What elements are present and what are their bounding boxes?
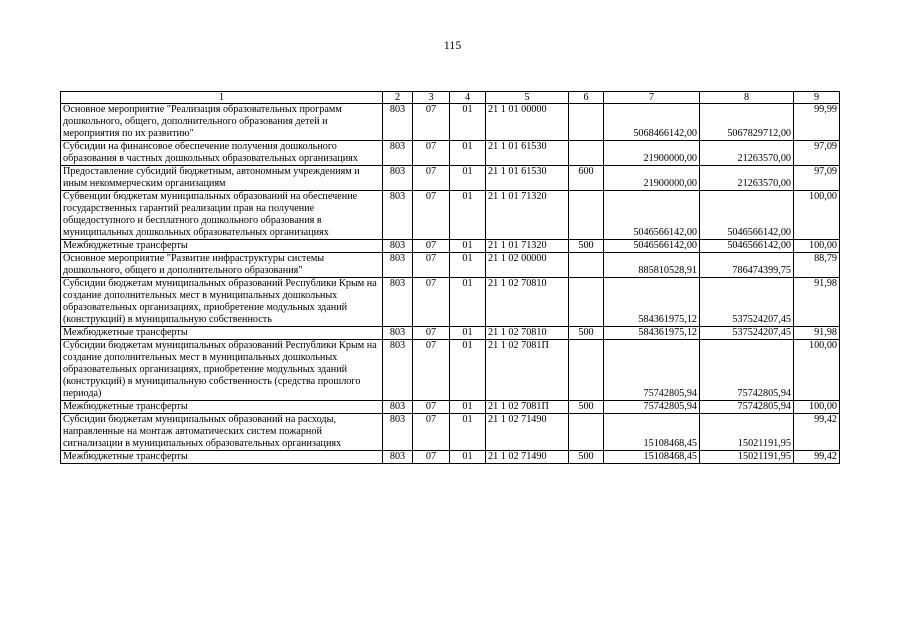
- item-name-cell: Субсидии бюджетам муниципальных образований на расходы, направленные на монтаж автоматических систем пожарной сигнализации в муниципальных образовательных организациях: [61, 414, 383, 451]
- ministry-code-cell: 803: [383, 141, 413, 166]
- subsection-cell: 01: [450, 278, 486, 327]
- target-article-cell: 21 1 01 71320: [486, 191, 569, 240]
- table-row: [61, 253, 840, 278]
- executed-amount-cell: 5046566142,00: [700, 240, 794, 253]
- section-cell: 07: [413, 340, 450, 401]
- ministry-code-cell: 803: [383, 166, 413, 191]
- expense-type-cell: 500: [569, 451, 604, 464]
- planned-amount-cell: 5046566142,00: [604, 240, 700, 253]
- executed-amount-cell: 15021191,95: [700, 451, 794, 464]
- table-row: [61, 240, 840, 253]
- header-cell: 5: [486, 92, 569, 104]
- subsection-cell: 01: [450, 340, 486, 401]
- expense-type-cell: [569, 104, 604, 141]
- item-name-cell: Межбюджетные трансферты: [61, 401, 383, 414]
- header-cell: 9: [794, 92, 840, 104]
- percent-cell: 91,98: [794, 327, 840, 340]
- budget-table: [60, 91, 840, 464]
- item-name-cell: Субсидии на финансовое обеспечение получения дошкольного образования в частных дошкольных образовательных организациях: [61, 141, 383, 166]
- table-row: [61, 327, 840, 340]
- executed-amount-cell: 15021191,95: [700, 414, 794, 451]
- percent-cell: 97,09: [794, 141, 840, 166]
- percent-cell: 99,42: [794, 451, 840, 464]
- target-article-cell: 21 1 01 61530: [486, 141, 569, 166]
- executed-amount-cell: 537524207,45: [700, 327, 794, 340]
- expense-type-cell: [569, 278, 604, 327]
- expense-type-cell: [569, 191, 604, 240]
- percent-cell: 88,79: [794, 253, 840, 278]
- section-cell: 07: [413, 141, 450, 166]
- ministry-code-cell: 803: [383, 414, 413, 451]
- table-row: [61, 340, 840, 401]
- ministry-code-cell: 803: [383, 401, 413, 414]
- ministry-code-cell: 803: [383, 104, 413, 141]
- item-name-cell: Межбюджетные трансферты: [61, 451, 383, 464]
- planned-amount-cell: 15108468,45: [604, 451, 700, 464]
- header-cell: 3: [413, 92, 450, 104]
- target-article-cell: 21 1 02 7081П: [486, 340, 569, 401]
- section-cell: 07: [413, 414, 450, 451]
- executed-amount-cell: 5067829712,00: [700, 104, 794, 141]
- subsection-cell: 01: [450, 253, 486, 278]
- percent-cell: 99,99: [794, 104, 840, 141]
- section-cell: 07: [413, 401, 450, 414]
- target-article-cell: 21 1 02 71490: [486, 451, 569, 464]
- section-cell: 07: [413, 327, 450, 340]
- subsection-cell: 01: [450, 104, 486, 141]
- executed-amount-cell: 75742805,94: [700, 401, 794, 414]
- percent-cell: 100,00: [794, 240, 840, 253]
- executed-amount-cell: 75742805,94: [700, 340, 794, 401]
- percent-cell: 99,42: [794, 414, 840, 451]
- section-cell: 07: [413, 191, 450, 240]
- planned-amount-cell: 75742805,94: [604, 340, 700, 401]
- table-row: [61, 104, 840, 141]
- ministry-code-cell: 803: [383, 340, 413, 401]
- planned-amount-cell: 21900000,00: [604, 141, 700, 166]
- expense-type-cell: 500: [569, 327, 604, 340]
- header-cell: 8: [700, 92, 794, 104]
- table-row: [61, 278, 840, 327]
- item-name-cell: Субсидии бюджетам муниципальных образований Республики Крым на создание дополнительных мест в муниципальных дошкольных образовательных организациях, приобретение модульных зданий (конструкций) в муниципальную собственность: [61, 278, 383, 327]
- table-row: [61, 191, 840, 240]
- target-article-cell: 21 1 02 00000: [486, 253, 569, 278]
- table-row: [61, 451, 840, 464]
- planned-amount-cell: 584361975,12: [604, 278, 700, 327]
- percent-cell: 91,98: [794, 278, 840, 327]
- item-name-cell: Субвенции бюджетам муниципальных образований на обеспечение государственных гарантий реализации прав на получение общедоступного и бесплатного дошкольного образования в муниципальных дошкольных образовательных организациях: [61, 191, 383, 240]
- planned-amount-cell: 5046566142,00: [604, 191, 700, 240]
- executed-amount-cell: 5046566142,00: [700, 191, 794, 240]
- percent-cell: 97,09: [794, 166, 840, 191]
- percent-cell: 100,00: [794, 401, 840, 414]
- table-row: [61, 166, 840, 191]
- subsection-cell: 01: [450, 166, 486, 191]
- expense-type-cell: 500: [569, 240, 604, 253]
- executed-amount-cell: 537524207,45: [700, 278, 794, 327]
- item-name-cell: Основное мероприятие "Реализация образовательных программ дошкольного, общего, дополнительного образования детей и мероприятия по их развитию": [61, 104, 383, 141]
- table-header-row: [61, 92, 840, 104]
- planned-amount-cell: 5068466142,00: [604, 104, 700, 141]
- target-article-cell: 21 1 02 70810: [486, 278, 569, 327]
- planned-amount-cell: 15108468,45: [604, 414, 700, 451]
- item-name-cell: Межбюджетные трансферты: [61, 327, 383, 340]
- expense-type-cell: [569, 253, 604, 278]
- target-article-cell: 21 1 02 7081П: [486, 401, 569, 414]
- header-cell: 4: [450, 92, 486, 104]
- item-name-cell: Субсидии бюджетам муниципальных образований Республики Крым на создание дополнительных мест в муниципальных дошкольных образовательных организациях, приобретение модульных зданий (конструкций) в муниципальную собственность (средства прошлого периода): [61, 340, 383, 401]
- ministry-code-cell: 803: [383, 191, 413, 240]
- executed-amount-cell: 21263570,00: [700, 166, 794, 191]
- subsection-cell: 01: [450, 401, 486, 414]
- subsection-cell: 01: [450, 240, 486, 253]
- ministry-code-cell: 803: [383, 327, 413, 340]
- section-cell: 07: [413, 240, 450, 253]
- item-name-cell: Основное мероприятие "Развитие инфраструктуры системы дошкольного, общего и дополнительного образования": [61, 253, 383, 278]
- expense-type-cell: 500: [569, 401, 604, 414]
- expense-type-cell: [569, 141, 604, 166]
- header-cell: 6: [569, 92, 604, 104]
- ministry-code-cell: 803: [383, 253, 413, 278]
- expense-type-cell: 600: [569, 166, 604, 191]
- table-row: [61, 401, 840, 414]
- header-cell: 2: [383, 92, 413, 104]
- header-cell: 7: [604, 92, 700, 104]
- subsection-cell: 01: [450, 191, 486, 240]
- planned-amount-cell: 75742805,94: [604, 401, 700, 414]
- table-row: [61, 414, 840, 451]
- subsection-cell: 01: [450, 141, 486, 166]
- target-article-cell: 21 1 02 70810: [486, 327, 569, 340]
- planned-amount-cell: 21900000,00: [604, 166, 700, 191]
- target-article-cell: 21 1 01 00000: [486, 104, 569, 141]
- subsection-cell: 01: [450, 327, 486, 340]
- planned-amount-cell: 584361975,12: [604, 327, 700, 340]
- item-name-cell: Межбюджетные трансферты: [61, 240, 383, 253]
- target-article-cell: 21 1 01 61530: [486, 166, 569, 191]
- section-cell: 07: [413, 104, 450, 141]
- target-article-cell: 21 1 01 71320: [486, 240, 569, 253]
- executed-amount-cell: 786474399,75: [700, 253, 794, 278]
- subsection-cell: 01: [450, 451, 486, 464]
- page-number: 115: [443, 38, 462, 52]
- expense-type-cell: [569, 414, 604, 451]
- ministry-code-cell: 803: [383, 451, 413, 464]
- header-cell: 1: [61, 92, 383, 104]
- percent-cell: 100,00: [794, 340, 840, 401]
- planned-amount-cell: 885810528,91: [604, 253, 700, 278]
- item-name-cell: Предоставление субсидий бюджетным, автономным учреждениям и иным некоммерческим организациям: [61, 166, 383, 191]
- executed-amount-cell: 21263570,00: [700, 141, 794, 166]
- percent-cell: 100,00: [794, 191, 840, 240]
- subsection-cell: 01: [450, 414, 486, 451]
- table-row: [61, 141, 840, 166]
- section-cell: 07: [413, 278, 450, 327]
- section-cell: 07: [413, 253, 450, 278]
- ministry-code-cell: 803: [383, 240, 413, 253]
- section-cell: 07: [413, 166, 450, 191]
- target-article-cell: 21 1 02 71490: [486, 414, 569, 451]
- expense-type-cell: [569, 340, 604, 401]
- section-cell: 07: [413, 451, 450, 464]
- ministry-code-cell: 803: [383, 278, 413, 327]
